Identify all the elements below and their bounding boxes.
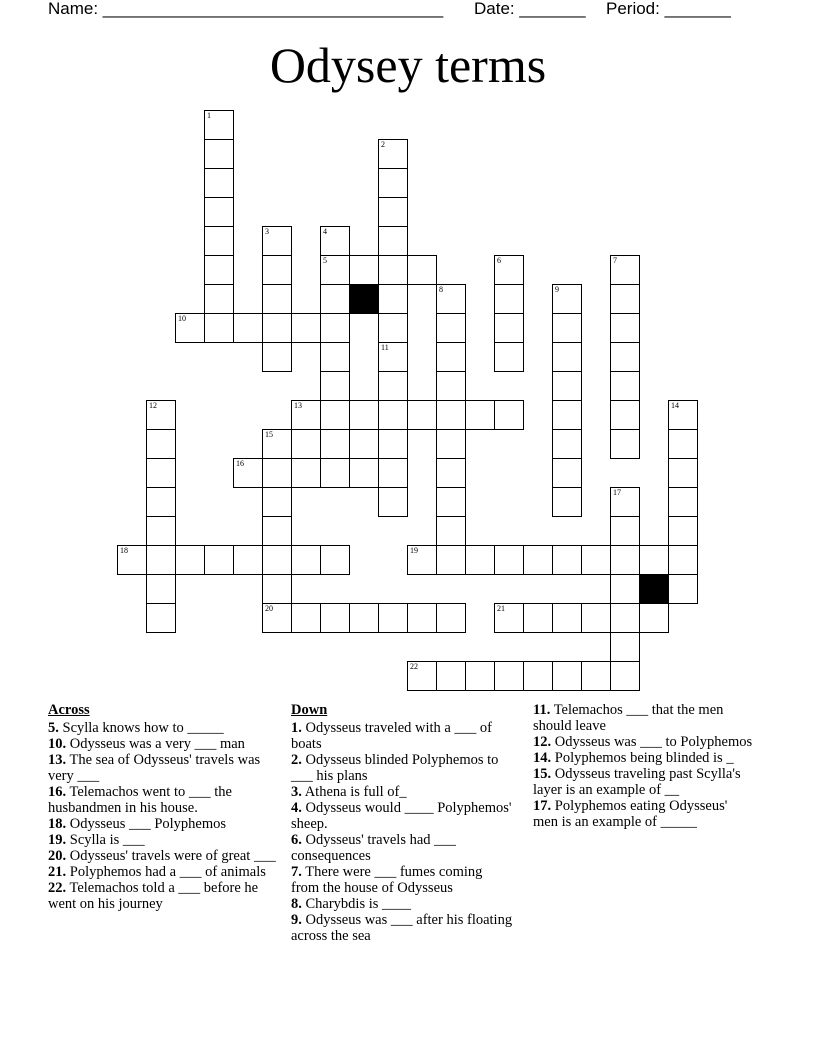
clue-item (291, 752, 513, 784)
grid-cell[interactable] (146, 487, 176, 517)
grid-cell[interactable] (175, 313, 205, 343)
clue-item (48, 784, 276, 816)
grid-cell[interactable] (668, 545, 698, 575)
clue-item (48, 816, 276, 832)
grid-cell[interactable] (146, 400, 176, 430)
grid-cell[interactable] (407, 255, 437, 285)
cell-number: 16 (236, 459, 244, 468)
grid-cell[interactable] (378, 487, 408, 517)
grid-cell[interactable] (668, 429, 698, 459)
grid-cell[interactable] (668, 458, 698, 488)
name-field-label[interactable]: Name: ____________________________________ (48, 0, 444, 18)
grid-cell[interactable] (668, 487, 698, 517)
cell-number: 9 (555, 285, 559, 294)
black-cell (349, 284, 379, 314)
clue-item (291, 864, 513, 896)
clue-item (48, 864, 276, 880)
clue-text: There were ___ fumes coming from the house of Odysseus (291, 864, 483, 896)
grid-cell[interactable] (204, 139, 234, 169)
clue-text: Charybdis is ____ (301, 896, 412, 912)
grid-cell[interactable] (291, 400, 321, 430)
grid-cell[interactable] (610, 545, 640, 575)
grid-cell[interactable] (581, 661, 611, 691)
grid-cell[interactable] (436, 313, 466, 343)
grid-cell[interactable] (349, 458, 379, 488)
grid-cell[interactable] (262, 284, 292, 314)
clue-number: 8. (291, 896, 302, 912)
grid-cell[interactable] (552, 429, 582, 459)
down-clues-continued (533, 702, 755, 830)
clue-number: 21. (48, 864, 67, 880)
clue-number: 20. (48, 848, 67, 864)
clue-number: 4. (291, 800, 302, 816)
grid-cell[interactable] (523, 661, 553, 691)
grid-cell[interactable] (407, 545, 437, 575)
clue-number: 12. (533, 734, 552, 750)
clue-text: Odysseus would ____ Polyphemos' sheep. (291, 800, 512, 832)
grid-cell[interactable] (407, 400, 437, 430)
cell-number: 1 (207, 111, 211, 120)
cell-number: 14 (671, 401, 679, 410)
grid-cell[interactable] (552, 313, 582, 343)
grid-cell[interactable] (436, 516, 466, 546)
grid-cell[interactable] (262, 429, 292, 459)
cell-number: 22 (410, 662, 418, 671)
grid-cell[interactable] (262, 342, 292, 372)
cell-number: 17 (613, 488, 621, 497)
clue-item (48, 720, 276, 736)
grid-cell[interactable] (262, 574, 292, 604)
grid-cell[interactable] (320, 313, 350, 343)
grid-cell[interactable] (349, 255, 379, 285)
grid-cell[interactable] (581, 603, 611, 633)
grid-cell[interactable] (494, 255, 524, 285)
grid-cell[interactable] (668, 400, 698, 430)
clue-text: Athena is full of_ (301, 784, 407, 800)
grid-cell[interactable] (610, 574, 640, 604)
grid-cell[interactable] (204, 284, 234, 314)
clue-text: Odysseus traveling past Scylla's layer is an example of __ (533, 766, 741, 798)
grid-cell[interactable] (291, 458, 321, 488)
grid-cell[interactable] (204, 226, 234, 256)
grid-cell[interactable] (204, 168, 234, 198)
grid-cell[interactable] (552, 487, 582, 517)
grid-cell[interactable] (262, 255, 292, 285)
clue-number: 5. (48, 720, 59, 736)
grid-cell[interactable] (552, 284, 582, 314)
grid-cell[interactable] (204, 313, 234, 343)
clue-text: Scylla knows how to _____ (58, 720, 224, 736)
clue-text: Scylla is ___ (66, 832, 145, 848)
grid-cell[interactable] (378, 400, 408, 430)
grid-cell[interactable] (610, 313, 640, 343)
clue-text: Polyphemos being blinded is _ (551, 750, 734, 766)
grid-cell[interactable] (204, 110, 234, 140)
across-clues (48, 702, 276, 912)
clue-number: 19. (48, 832, 67, 848)
clue-item (291, 800, 513, 832)
grid-cell[interactable] (378, 371, 408, 401)
grid-cell[interactable] (378, 342, 408, 372)
grid-cell[interactable] (378, 603, 408, 633)
clue-item (533, 702, 755, 734)
grid-cell[interactable] (436, 487, 466, 517)
grid-cell[interactable] (436, 458, 466, 488)
clue-text: Polyphemos eating Odysseus' men is an example of _____ (533, 798, 728, 830)
clue-number: 11. (533, 702, 551, 718)
grid-cell[interactable] (291, 545, 321, 575)
grid-cell[interactable] (436, 284, 466, 314)
grid-cell[interactable] (262, 487, 292, 517)
grid-cell[interactable] (610, 400, 640, 430)
cell-number: 18 (120, 546, 128, 555)
grid-cell[interactable] (262, 458, 292, 488)
down-heading: Down (291, 702, 328, 718)
grid-cell[interactable] (349, 603, 379, 633)
grid-cell[interactable] (262, 226, 292, 256)
grid-cell[interactable] (494, 603, 524, 633)
grid-cell[interactable] (436, 603, 466, 633)
grid-cell[interactable] (378, 458, 408, 488)
grid-cell[interactable] (552, 661, 582, 691)
grid-cell[interactable] (610, 632, 640, 662)
cell-number: 2 (381, 140, 385, 149)
grid-cell[interactable] (465, 545, 495, 575)
clue-item (48, 880, 276, 912)
grid-cell[interactable] (523, 603, 553, 633)
grid-cell[interactable] (204, 255, 234, 285)
grid-cell[interactable] (552, 371, 582, 401)
grid-cell[interactable] (378, 168, 408, 198)
cell-number: 8 (439, 285, 443, 294)
grid-cell[interactable] (320, 284, 350, 314)
clue-number: 1. (291, 720, 302, 736)
grid-cell[interactable] (494, 313, 524, 343)
grid-cell[interactable] (378, 313, 408, 343)
grid-cell[interactable] (146, 603, 176, 633)
clue-number: 7. (291, 864, 302, 880)
clue-item (533, 798, 755, 830)
clue-item (48, 752, 276, 784)
clue-text: Odysseus blinded Polyphemos to ___ his plans (291, 752, 499, 784)
grid-cell[interactable] (233, 313, 263, 343)
grid-cell[interactable] (320, 255, 350, 285)
grid-cell[interactable] (291, 603, 321, 633)
grid-cell[interactable] (610, 487, 640, 517)
grid-cell[interactable] (262, 313, 292, 343)
grid-cell[interactable] (610, 661, 640, 691)
grid-cell[interactable] (407, 603, 437, 633)
cell-number: 19 (410, 546, 418, 555)
grid-cell[interactable] (436, 371, 466, 401)
clue-number: 2. (291, 752, 302, 768)
grid-cell[interactable] (668, 516, 698, 546)
grid-cell[interactable] (436, 400, 466, 430)
grid-cell[interactable] (610, 255, 640, 285)
grid-cell[interactable] (610, 284, 640, 314)
grid-cell[interactable] (320, 545, 350, 575)
grid-cell[interactable] (320, 342, 350, 372)
clue-number: 6. (291, 832, 302, 848)
grid-cell[interactable] (378, 226, 408, 256)
grid-cell[interactable] (494, 545, 524, 575)
grid-cell[interactable] (436, 545, 466, 575)
grid-cell[interactable] (610, 371, 640, 401)
clue-number: 13. (48, 752, 67, 768)
grid-cell[interactable] (320, 458, 350, 488)
grid-cell[interactable] (436, 429, 466, 459)
grid-cell[interactable] (465, 400, 495, 430)
grid-cell[interactable] (407, 661, 437, 691)
clue-item (533, 734, 755, 750)
clue-item (291, 720, 513, 752)
clue-text: Odysseus' travels had ___ consequences (291, 832, 456, 864)
grid-cell[interactable] (378, 197, 408, 227)
grid-cell[interactable] (581, 545, 611, 575)
grid-cell[interactable] (146, 429, 176, 459)
grid-cell[interactable] (320, 371, 350, 401)
grid-cell[interactable] (320, 400, 350, 430)
down-clues (291, 702, 513, 944)
grid-cell[interactable] (610, 603, 640, 633)
grid-cell[interactable] (320, 226, 350, 256)
cell-number: 12 (149, 401, 157, 410)
date-field-label[interactable]: Date: _______ (474, 0, 586, 18)
grid-cell[interactable] (494, 284, 524, 314)
grid-cell[interactable] (349, 400, 379, 430)
grid-cell[interactable] (262, 516, 292, 546)
cell-number: 20 (265, 604, 273, 613)
grid-cell[interactable] (436, 661, 466, 691)
grid-cell[interactable] (494, 661, 524, 691)
cell-number: 7 (613, 256, 617, 265)
clue-item (48, 736, 276, 752)
grid-cell[interactable] (610, 342, 640, 372)
grid-cell[interactable] (378, 255, 408, 285)
clue-number: 10. (48, 736, 67, 752)
clue-item (291, 784, 513, 800)
clue-text: Telemachos told a ___ before he went on his journey (48, 880, 259, 912)
grid-cell[interactable] (639, 603, 669, 633)
clue-number: 18. (48, 816, 67, 832)
clue-number: 22. (48, 880, 67, 896)
clue-number: 16. (48, 784, 67, 800)
black-cell (639, 574, 669, 604)
grid-cell[interactable] (262, 545, 292, 575)
clue-item (48, 848, 276, 864)
grid-cell[interactable] (146, 516, 176, 546)
clue-text: Polyphemos had a ___ of animals (66, 864, 266, 880)
grid-cell[interactable] (175, 545, 205, 575)
clue-text: Telemachos went to ___ the husbandmen in his house. (48, 784, 232, 816)
grid-cell[interactable] (233, 545, 263, 575)
clue-text: Odysseus was ___ to Polyphemos (551, 734, 753, 750)
clue-number: 3. (291, 784, 302, 800)
clue-item (533, 766, 755, 798)
clue-text: The sea of Odysseus' travels was very ___ (48, 752, 261, 784)
grid-cell[interactable] (378, 139, 408, 169)
clue-number: 9. (291, 912, 302, 928)
cell-number: 15 (265, 430, 273, 439)
grid-cell[interactable] (378, 284, 408, 314)
cell-number: 6 (497, 256, 501, 265)
grid-cell[interactable] (146, 458, 176, 488)
grid-cell[interactable] (552, 400, 582, 430)
clue-number: 14. (533, 750, 552, 766)
clue-text: Odysseus' travels were of great ___ (66, 848, 276, 864)
page-title: Odysey terms (269, 37, 547, 93)
cell-number: 13 (294, 401, 302, 410)
grid-cell[interactable] (610, 429, 640, 459)
clue-text: Odysseus was ___ after his floating across the sea (291, 912, 513, 944)
clue-text: Odysseus ___ Polyphemos (66, 816, 227, 832)
cell-number: 21 (497, 604, 505, 613)
grid-cell[interactable] (552, 342, 582, 372)
grid-cell[interactable] (523, 545, 553, 575)
clue-number: 15. (533, 766, 552, 782)
grid-cell[interactable] (552, 603, 582, 633)
grid-cell[interactable] (146, 545, 176, 575)
period-field-label[interactable]: Period: _______ (606, 0, 731, 18)
cell-number: 3 (265, 227, 269, 236)
clue-item (291, 912, 513, 944)
clue-number: 17. (533, 798, 552, 814)
grid-cell[interactable] (204, 545, 234, 575)
grid-cell[interactable] (552, 545, 582, 575)
cell-number: 10 (178, 314, 186, 323)
grid-cell[interactable] (117, 545, 147, 575)
clue-item (291, 832, 513, 864)
clue-item (48, 832, 276, 848)
grid-cell[interactable] (204, 197, 234, 227)
grid-cell[interactable] (320, 429, 350, 459)
clue-item (533, 750, 755, 766)
grid-cell[interactable] (639, 545, 669, 575)
cell-number: 5 (323, 256, 327, 265)
cell-number: 4 (323, 227, 327, 236)
grid-cell[interactable] (668, 574, 698, 604)
cell-number: 11 (381, 343, 389, 352)
clue-text: Odysseus was a very ___ man (66, 736, 245, 752)
grid-cell[interactable] (494, 400, 524, 430)
grid-cell[interactable] (610, 516, 640, 546)
grid-cell[interactable] (146, 574, 176, 604)
grid-cell[interactable] (494, 342, 524, 372)
grid-cell[interactable] (320, 603, 350, 633)
grid-cell[interactable] (465, 661, 495, 691)
grid-cell[interactable] (552, 458, 582, 488)
clue-item (291, 896, 513, 912)
clue-text: Odysseus traveled with a ___ of boats (291, 720, 492, 752)
clue-text: Telemachos ___ that the men should leave (533, 702, 724, 734)
across-heading: Across (48, 702, 90, 718)
grid-cell[interactable] (233, 458, 263, 488)
grid-cell[interactable] (436, 342, 466, 372)
grid-cell[interactable] (291, 313, 321, 343)
grid-cell[interactable] (378, 429, 408, 459)
grid-cell[interactable] (262, 603, 292, 633)
